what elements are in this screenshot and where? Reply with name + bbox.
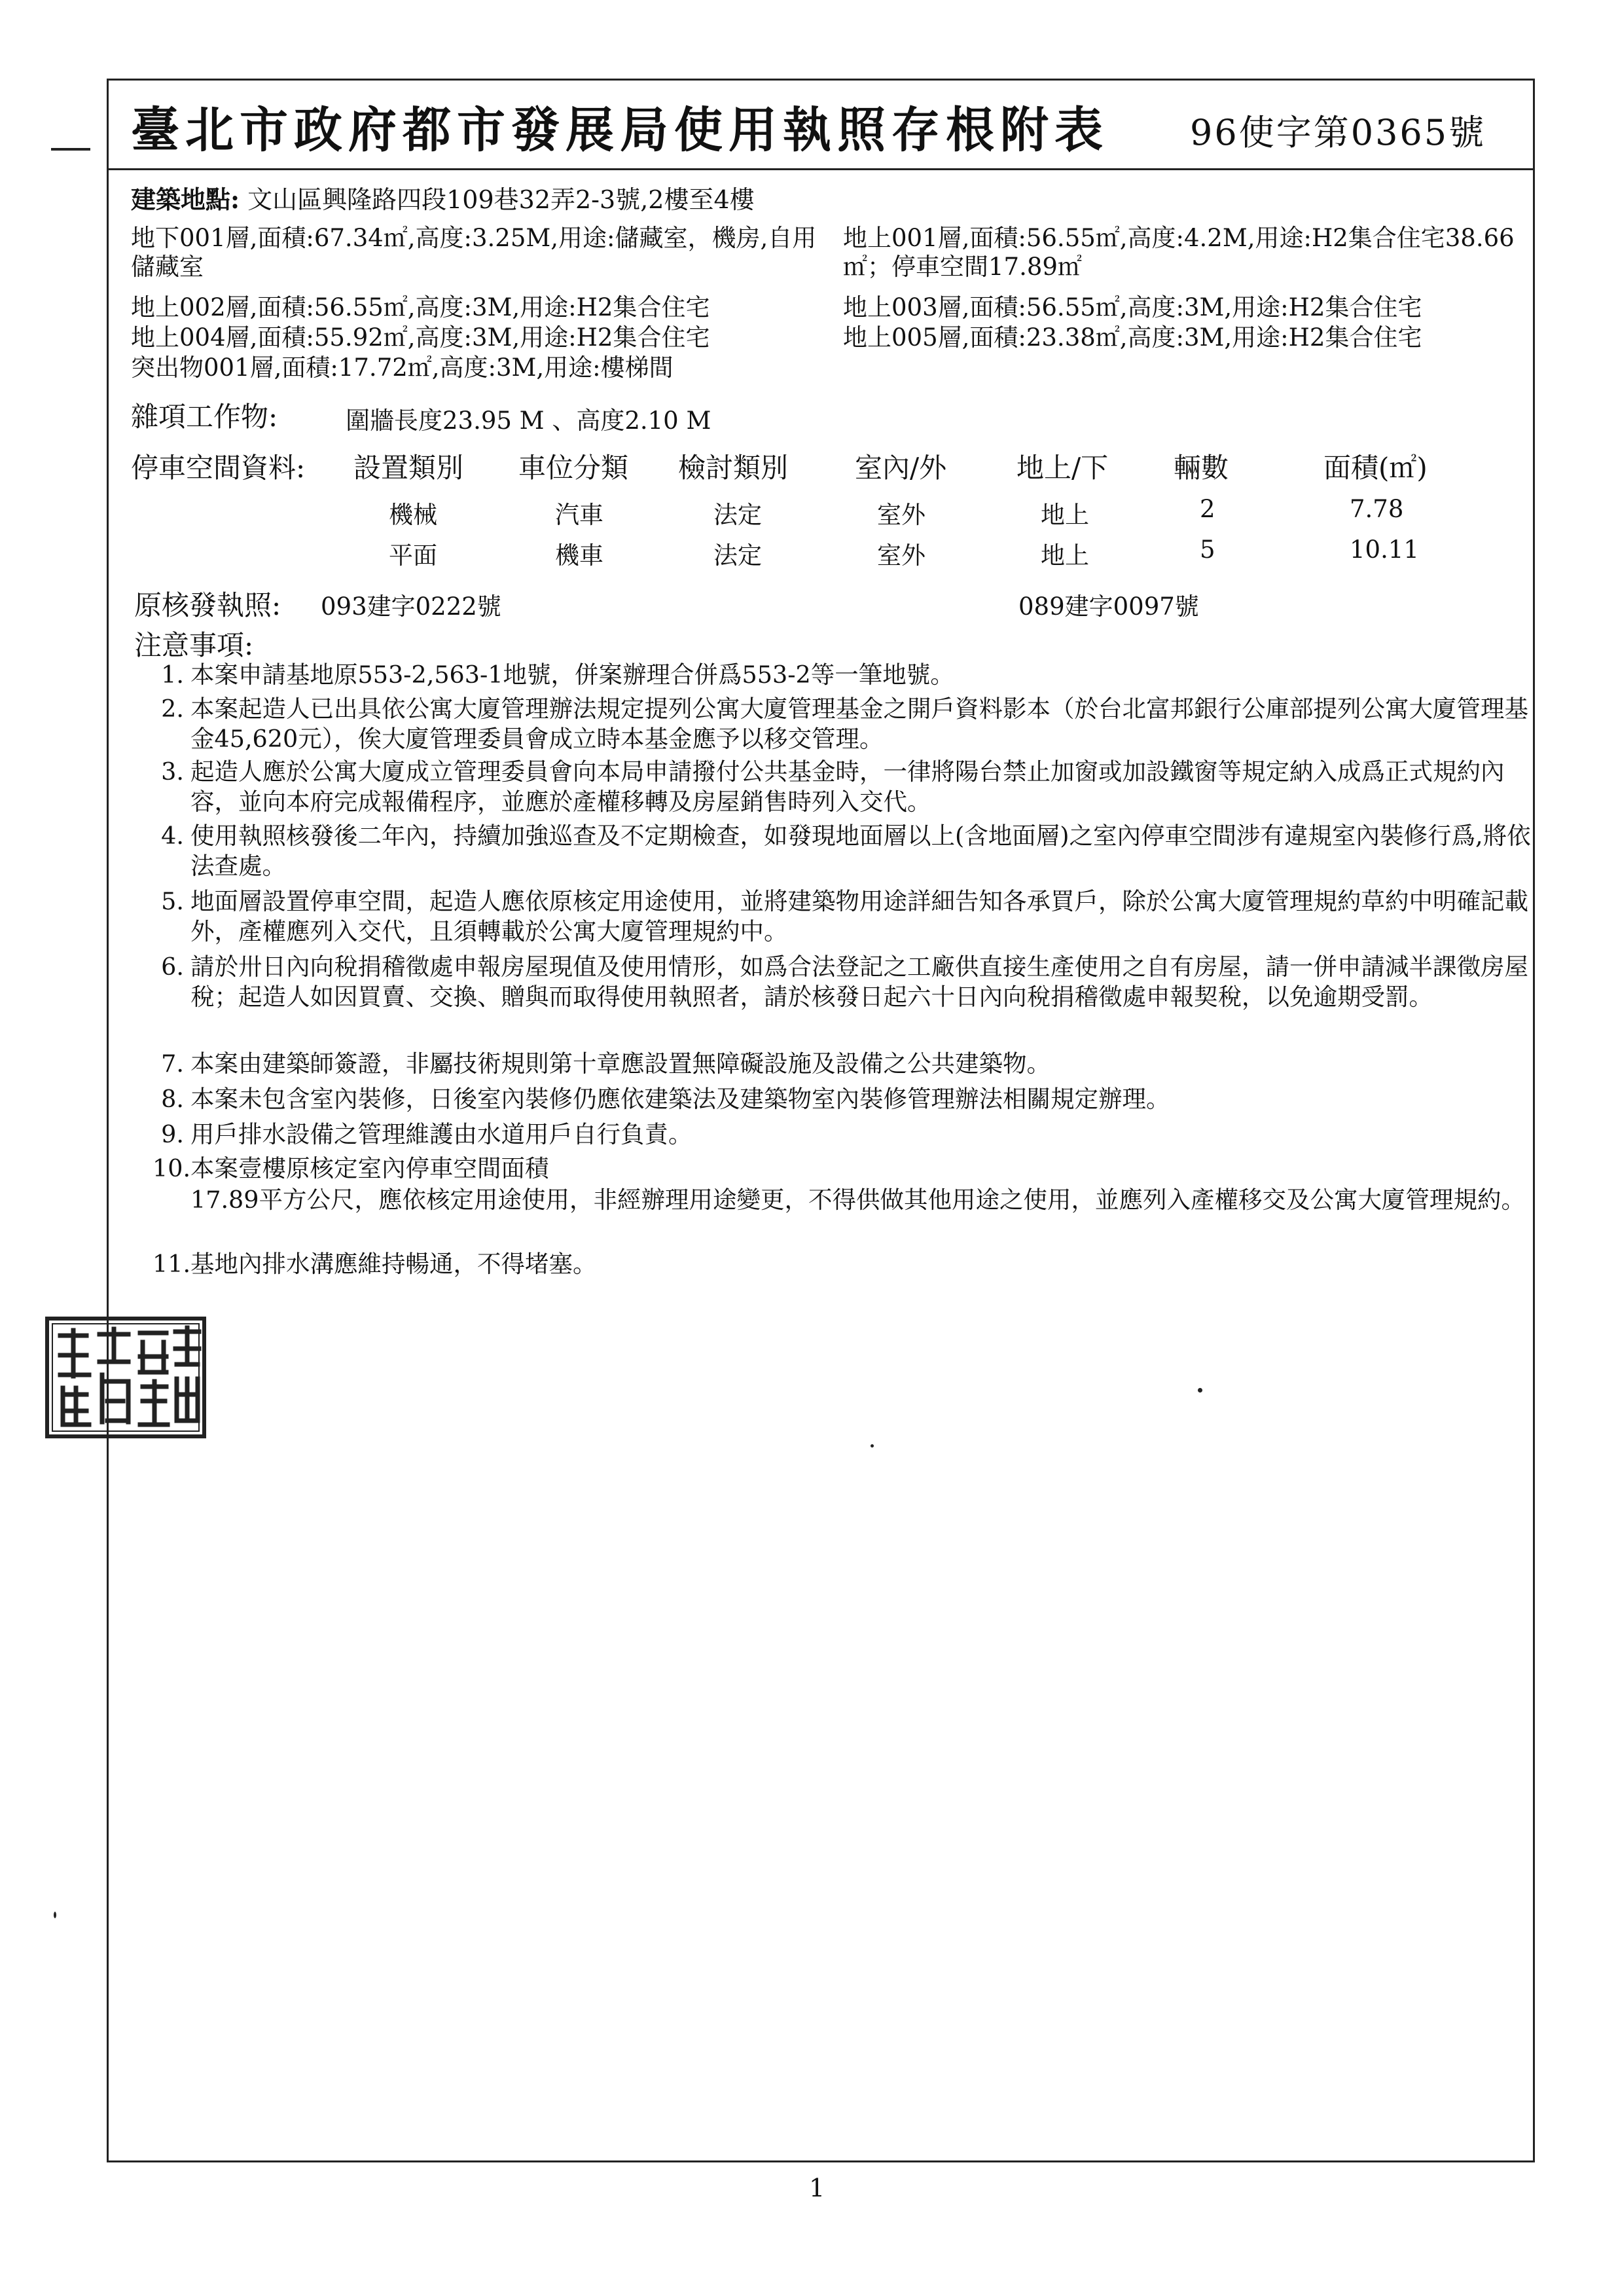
note-item	[153, 952, 1534, 1012]
floor-f2: 地上002層,面積:56.55㎡,高度:3M,用途:H2集合住宅	[131, 293, 710, 321]
site-address	[131, 179, 755, 215]
parking-row2-review: 法定	[713, 541, 762, 570]
note-text: 起造人應於公寓大廈成立管理委員會向本局申請撥付公共基金時，一律將陽台禁止加窗或加設鐵窗等規定納入成爲正式規約內容，並向本府完成報備程序，並應於產權移轉及房屋銷售時列入交代。	[190, 757, 1505, 816]
page-number: 1	[809, 2174, 825, 2202]
scan-speck	[54, 1912, 56, 1918]
parking-header-level: 地上/下	[1016, 452, 1109, 484]
note-number: 3.	[161, 757, 184, 786]
parking-row2-area: 10.11	[1350, 536, 1419, 564]
note-item	[153, 757, 1534, 817]
note-number: 8.	[161, 1085, 184, 1113]
note-item	[153, 821, 1534, 881]
note-item	[153, 1154, 1534, 1184]
parking-row2-level: 地上	[1041, 541, 1089, 570]
parking-row2-inout: 室外	[877, 541, 926, 570]
original-permit-label: 原核發執照:	[134, 589, 281, 621]
floor-r1: 突出物001層,面積:17.72㎡,高度:3M,用途:樓梯間	[131, 354, 674, 382]
note-text: 本案未包含室內裝修，日後室內裝修仍應依建築法及建築物室內裝修管理辦法相關規定辦理。	[190, 1085, 1170, 1113]
note-item	[153, 694, 1534, 754]
note-text: 基地內排水溝應維持暢通，不得堵塞。	[190, 1250, 597, 1278]
title-divider	[107, 168, 1535, 170]
note-text: 使用執照核發後二年內，持續加強巡查及不定期檢查，如發現地面層以上(含地面層)之室內停車空間涉有違規室內裝修行爲,將依法查處。	[190, 822, 1531, 880]
note-number: 5.	[161, 887, 184, 915]
scan-speck	[51, 148, 90, 151]
parking-row2-class: 機車	[555, 541, 603, 570]
document-title: 臺北市政府都市發展局使用執照存根附表	[131, 102, 1109, 158]
note-number: 2.	[161, 695, 184, 723]
floor-f1: 地上001層,面積:56.55㎡,高度:4.2M,用途:H2集合住宅38.66㎡；停車空間17.89㎡	[843, 224, 1515, 281]
misc-works-value: 圍牆長度23.95 M 、高度2.10 M	[346, 407, 711, 435]
parking-header-count: 輛數	[1174, 452, 1229, 484]
site-value: 文山區興隆路四段109巷32弄2-3號,2樓至4樓	[247, 185, 755, 214]
note-item	[153, 1120, 1534, 1150]
parking-row1-level: 地上	[1041, 501, 1089, 529]
misc-works-label: 雜項工作物:	[131, 401, 278, 433]
parking-row1-area: 7.78	[1350, 495, 1404, 523]
parking-row1-review: 法定	[713, 501, 762, 529]
note-number: 9.	[161, 1120, 184, 1148]
notes-title: 注意事項:	[134, 629, 254, 661]
scan-speck	[1198, 1388, 1202, 1393]
note-item	[153, 1084, 1534, 1114]
parking-header-inout: 室內/外	[855, 452, 947, 484]
note-number: 11.	[153, 1250, 191, 1278]
note-text: 本案申請基地原553-2,563-1地號，併案辦理合併爲553-2等一筆地號。	[190, 661, 954, 689]
scan-speck	[871, 1444, 874, 1448]
note-text: 本案起造人已出具依公寓大廈管理辦法規定提列公寓大廈管理基金之開戶資料影本（於台北富邦銀行公庫部提列公寓大廈管理基金45,620元），俟大廈管理委員會成立時本基金應予以移交管理。	[190, 695, 1528, 753]
parking-row1-class: 汽車	[555, 501, 603, 529]
note-text: 請於卅日內向稅捐稽徵處申報房屋現值及使用情形，如爲合法登記之工廠供直接生產使用之自有房屋，請一併申請減半課徵房屋稅；起造人如因買賣、交換、贈與而取得使用執照者，請於核發日起六十日內向稅捐稽徵處申報契稅，以免逾期受罰。	[190, 953, 1528, 1011]
note-number: 4.	[161, 822, 184, 850]
permit-number: 96使字第0365號	[1190, 112, 1486, 153]
note-text: 地面層設置停車空間，起造人應依原核定用途使用，並將建築物用途詳細告知各承買戶，除於公寓大廈管理規約草約中明確記載外，產權應列入交代，且須轉載於公寓大廈管理規約中。	[190, 887, 1528, 945]
note-text: 本案由建築師簽證，非屬技術規則第十章應設置無障礙設施及設備之公共建築物。	[190, 1049, 1051, 1078]
parking-row1-type: 機械	[389, 501, 437, 529]
original-permit-value-2: 089建字0097號	[1018, 592, 1199, 621]
official-seal	[45, 1316, 207, 1439]
parking-row1-count: 2	[1200, 495, 1215, 523]
note-item	[153, 1185, 1534, 1215]
note-number: 7.	[161, 1049, 184, 1078]
note-number: 10.	[153, 1154, 191, 1182]
floor-b1: 地下001層,面積:67.34㎡,高度:3.25M,用途:儲藏室，機房,自用儲藏室	[131, 224, 817, 281]
note-item	[153, 886, 1534, 947]
note-text: 用戶排水設備之管理維護由水道用戶自行負責。	[190, 1120, 692, 1148]
parking-header-class: 車位分類	[518, 452, 629, 484]
note-text: 17.89平方公尺，應依核定用途使用，非經辦理用途變更，不得供做其他用途之使用，並應列入產權移交及公寓大廈管理規約。	[190, 1186, 1525, 1214]
floor-f4: 地上004層,面積:55.92㎡,高度:3M,用途:H2集合住宅	[131, 323, 710, 352]
site-label: 建築地點:	[131, 185, 240, 214]
parking-row1-inout: 室外	[877, 501, 926, 529]
parking-label: 停車空間資料:	[131, 452, 306, 484]
floor-f3: 地上003層,面積:56.55㎡,高度:3M,用途:H2集合住宅	[843, 293, 1422, 321]
note-text: 本案壹樓原核定室內停車空間面積	[190, 1154, 549, 1182]
floor-f5: 地上005層,面積:23.38㎡,高度:3M,用途:H2集合住宅	[843, 323, 1422, 352]
note-item	[153, 1049, 1534, 1079]
original-permit-value-1: 093建字0222號	[321, 592, 501, 621]
parking-header-review: 檢討類別	[678, 452, 789, 484]
note-number: 6.	[161, 953, 184, 981]
parking-row2-count: 5	[1200, 536, 1215, 564]
note-number: 1.	[161, 661, 184, 689]
note-item	[153, 1249, 1534, 1279]
parking-row2-type: 平面	[389, 541, 437, 570]
parking-header-type: 設置類別	[353, 452, 464, 484]
parking-header-area: 面積(㎡)	[1323, 452, 1428, 484]
note-item	[153, 660, 1534, 690]
